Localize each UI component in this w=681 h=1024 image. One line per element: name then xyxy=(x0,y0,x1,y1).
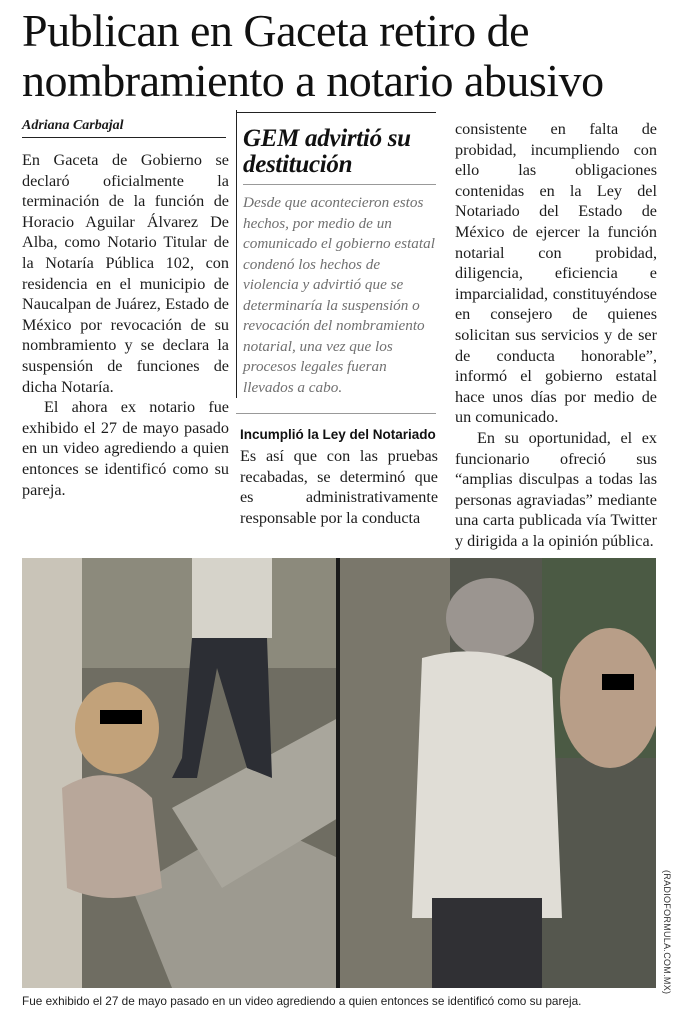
paragraph: consistente en falta de probidad, incumpliendo con ello las obligaciones contenidas en la Ley del Notariado del Estado de México de ejercer la función notarial con probidad, diligencia, eficiencia e imparcialidad, constituyéndose en consejero de quienes solicitan sus servicios y de ser de conducta honorable”, informó el gobierno estatal hace unos días por medio de un comunicado. xyxy=(455,120,657,427)
sidebar-box xyxy=(236,110,436,398)
article-column-2 xyxy=(240,426,438,528)
man-shirt xyxy=(192,558,272,638)
article-column-1 xyxy=(22,150,229,500)
woman-body xyxy=(62,775,162,898)
sidebar-text: Desde que acontecieron estos hechos, por medio de un comunicado el gobierno estatal condenó los hechos de violencia y advirtió que se determinaría la suspensión o revocación del nombramiento notarial, una vez que los procesos legales fueran llevados a cabo. xyxy=(243,194,435,396)
woman-hair xyxy=(75,682,159,774)
sidebar-bottom-rule xyxy=(236,413,436,414)
paragraph: En su oportunidad, el ex funcionario ofreció sus “amplias disculpas a todas las personas agraviadas” mediante una carta publicada vía Twitter y dirigida a la opinión pública. xyxy=(455,428,657,550)
man-sweater xyxy=(412,651,562,918)
sidebar-title: GEM advirtió su destitución xyxy=(243,125,411,178)
censor-bar xyxy=(100,710,142,724)
paragraph: Es así que con las pruebas recabadas, se determinó que es administrativamente responsable por la conducta xyxy=(240,447,438,527)
man-head xyxy=(446,578,534,658)
sidebar-divider xyxy=(243,184,436,185)
photo-credit: (RADIOFORMULA.COM.MX) xyxy=(662,870,672,995)
person-left-edge xyxy=(22,558,82,988)
article-column-3 xyxy=(455,119,657,551)
woman-figure xyxy=(560,628,656,768)
paragraph: El ahora ex notario fue exhibido el 27 de mayo pasado en un video agrediendo a quien entonces se identificó como su pareja. xyxy=(22,398,229,499)
photo-illustration xyxy=(22,558,656,988)
censor-bar xyxy=(602,674,634,690)
paragraph: En Gaceta de Gobierno se declaró oficialmente la terminación de la función de Horacio Aguilar Álvarez De Alba, como Notario Titular de la Notaría Pública 102, con residencia en el municipio de Naucalpan de Juárez, Estado de México por revocación de su nombramiento y se declara la suspensión de funciones de dicha Notaría. xyxy=(22,151,229,396)
headline: Publican en Gaceta retiro de nombramiento a notario abusivo xyxy=(22,5,604,106)
photo-caption: Fue exhibido el 27 de mayo pasado en un video agrediendo a quien entonces se identificó como su pareja. xyxy=(22,994,582,1008)
frame-divider xyxy=(336,558,340,988)
man-trousers xyxy=(432,898,542,988)
subhead: Incumplió la Ley del Notariado xyxy=(240,427,436,442)
byline: Adriana Carbajal xyxy=(22,118,226,138)
news-photo xyxy=(22,558,656,988)
